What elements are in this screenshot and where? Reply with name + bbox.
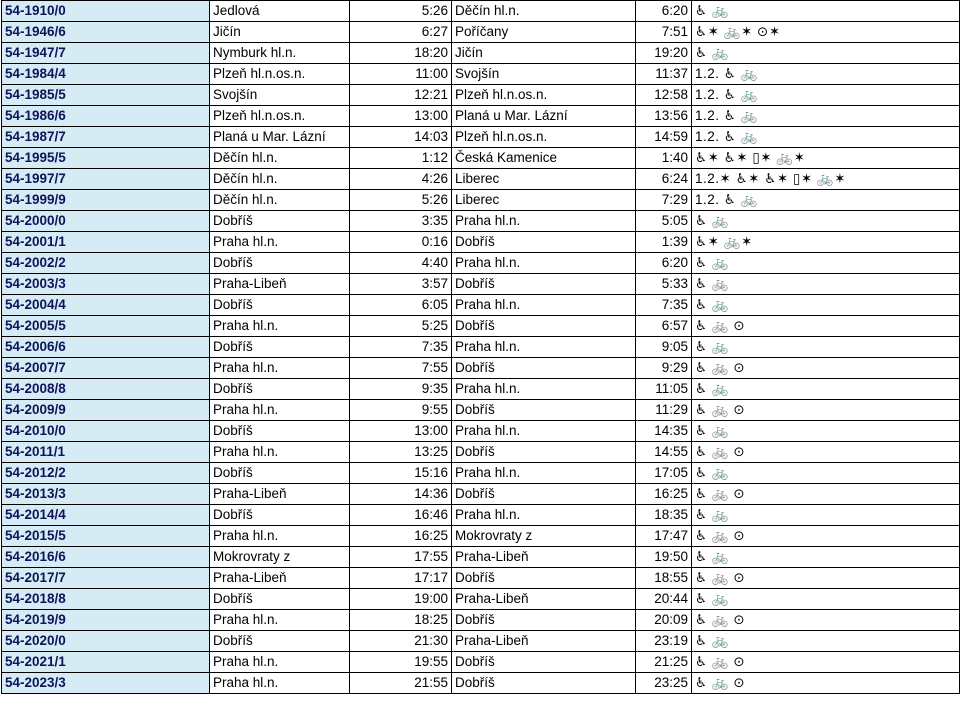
departure-time-cell: 9:55 [350, 400, 452, 421]
destination-station-cell: Liberec [452, 190, 636, 211]
origin-station-cell: Dobříš [210, 211, 350, 232]
train-number-cell: 54-2006/6 [2, 337, 210, 358]
service-notes-cell: ♿ 🚲 [692, 295, 960, 316]
departure-time-cell: 17:17 [350, 568, 452, 589]
destination-station-cell: Dobříš [452, 610, 636, 631]
table-row [2, 631, 960, 652]
table-row [2, 421, 960, 442]
departure-time-cell: 19:55 [350, 652, 452, 673]
table-row [2, 547, 960, 568]
arrival-time-cell: 17:05 [636, 463, 692, 484]
service-notes-cell: ♿ 🚲 ⊙ [692, 316, 960, 337]
service-notes-cell: ♿ 🚲 [692, 211, 960, 232]
arrival-time-cell: 6:24 [636, 169, 692, 190]
departure-time-cell: 15:16 [350, 463, 452, 484]
departure-time-cell: 0:16 [350, 232, 452, 253]
train-number-cell: 54-2023/3 [2, 673, 210, 694]
departure-time-cell: 4:26 [350, 169, 452, 190]
train-number-cell: 54-2017/7 [2, 568, 210, 589]
departure-time-cell: 21:30 [350, 631, 452, 652]
arrival-time-cell: 1:39 [636, 232, 692, 253]
service-notes-cell: ♿ 🚲 ⊙ [692, 400, 960, 421]
destination-station-cell: Svojšín [452, 64, 636, 85]
table-row [2, 337, 960, 358]
departure-time-cell: 13:25 [350, 442, 452, 463]
service-notes-cell: ♿ 🚲 [692, 43, 960, 64]
departure-time-cell: 1:12 [350, 148, 452, 169]
train-number-cell: 54-1946/6 [2, 22, 210, 43]
destination-station-cell: Jičín [452, 43, 636, 64]
destination-station-cell: Praha hl.n. [452, 421, 636, 442]
train-number-cell: 54-2003/3 [2, 274, 210, 295]
train-number-cell: 54-2019/9 [2, 610, 210, 631]
departure-time-cell: 7:55 [350, 358, 452, 379]
service-notes-cell: ♿ 🚲 ⊙ [692, 526, 960, 547]
departure-time-cell: 12:21 [350, 85, 452, 106]
table-row [2, 442, 960, 463]
train-number-cell: 54-1995/5 [2, 148, 210, 169]
service-notes-cell: ♿ 🚲 [692, 547, 960, 568]
departure-time-cell: 9:35 [350, 379, 452, 400]
arrival-time-cell: 5:33 [636, 274, 692, 295]
departure-time-cell: 5:25 [350, 316, 452, 337]
departure-time-cell: 14:36 [350, 484, 452, 505]
service-notes-cell: ♿ 🚲 ⊙ [692, 673, 960, 694]
arrival-time-cell: 7:51 [636, 22, 692, 43]
table-row [2, 358, 960, 379]
table-row [2, 484, 960, 505]
destination-station-cell: Plzeň hl.n.os.n. [452, 85, 636, 106]
table-row [2, 190, 960, 211]
departure-time-cell: 21:55 [350, 673, 452, 694]
timetable-body [2, 1, 960, 694]
service-notes-cell: 1.2. ♿ 🚲 [692, 106, 960, 127]
service-notes-cell: ♿✶ 🚲✶ [692, 232, 960, 253]
destination-station-cell: Praha hl.n. [452, 211, 636, 232]
origin-station-cell: Děčín hl.n. [210, 148, 350, 169]
service-notes-cell: ♿ 🚲 [692, 631, 960, 652]
train-number-cell: 54-2016/6 [2, 547, 210, 568]
destination-station-cell: Praha-Libeň [452, 547, 636, 568]
arrival-time-cell: 21:25 [636, 652, 692, 673]
timetable [1, 0, 960, 694]
destination-station-cell: Praha-Libeň [452, 631, 636, 652]
origin-station-cell: Praha-Libeň [210, 484, 350, 505]
destination-station-cell: Děčín hl.n. [452, 1, 636, 22]
origin-station-cell: Mokrovraty z [210, 547, 350, 568]
table-row [2, 589, 960, 610]
departure-time-cell: 18:20 [350, 43, 452, 64]
origin-station-cell: Praha hl.n. [210, 673, 350, 694]
departure-time-cell: 13:00 [350, 106, 452, 127]
train-number-cell: 54-2020/0 [2, 631, 210, 652]
train-number-cell: 54-1999/9 [2, 190, 210, 211]
destination-station-cell: Dobříš [452, 316, 636, 337]
origin-station-cell: Dobříš [210, 505, 350, 526]
origin-station-cell: Plzeň hl.n.os.n. [210, 106, 350, 127]
train-number-cell: 54-2013/3 [2, 484, 210, 505]
destination-station-cell: Planá u Mar. Lázní [452, 106, 636, 127]
table-row [2, 652, 960, 673]
origin-station-cell: Praha hl.n. [210, 400, 350, 421]
departure-time-cell: 19:00 [350, 589, 452, 610]
table-row [2, 526, 960, 547]
arrival-time-cell: 23:19 [636, 631, 692, 652]
origin-station-cell: Praha hl.n. [210, 316, 350, 337]
arrival-time-cell: 7:35 [636, 295, 692, 316]
service-notes-cell: ♿ 🚲 [692, 337, 960, 358]
service-notes-cell: 1.2. ♿ 🚲 [692, 85, 960, 106]
table-row [2, 148, 960, 169]
table-row [2, 232, 960, 253]
departure-time-cell: 4:40 [350, 253, 452, 274]
arrival-time-cell: 6:20 [636, 1, 692, 22]
service-notes-cell: ♿ 🚲 ⊙ [692, 484, 960, 505]
service-notes-cell: ♿ 🚲 ⊙ [692, 610, 960, 631]
destination-station-cell: Praha hl.n. [452, 295, 636, 316]
departure-time-cell: 6:05 [350, 295, 452, 316]
table-row [2, 169, 960, 190]
table-row [2, 127, 960, 148]
table-row [2, 568, 960, 589]
arrival-time-cell: 6:57 [636, 316, 692, 337]
arrival-time-cell: 6:20 [636, 253, 692, 274]
destination-station-cell: Praha-Libeň [452, 589, 636, 610]
origin-station-cell: Praha hl.n. [210, 442, 350, 463]
table-row [2, 85, 960, 106]
origin-station-cell: Dobříš [210, 295, 350, 316]
origin-station-cell: Děčín hl.n. [210, 169, 350, 190]
destination-station-cell: Praha hl.n. [452, 463, 636, 484]
destination-station-cell: Plzeň hl.n.os.n. [452, 127, 636, 148]
train-number-cell: 54-2021/1 [2, 652, 210, 673]
origin-station-cell: Dobříš [210, 463, 350, 484]
arrival-time-cell: 9:29 [636, 358, 692, 379]
train-number-cell: 54-2018/8 [2, 589, 210, 610]
table-row [2, 1, 960, 22]
table-row [2, 400, 960, 421]
train-number-cell: 54-2015/5 [2, 526, 210, 547]
origin-station-cell: Praha hl.n. [210, 652, 350, 673]
destination-station-cell: Mokrovraty z [452, 526, 636, 547]
train-number-cell: 54-1910/0 [2, 1, 210, 22]
destination-station-cell: Praha hl.n. [452, 379, 636, 400]
destination-station-cell: Česká Kamenice [452, 148, 636, 169]
origin-station-cell: Děčín hl.n. [210, 190, 350, 211]
destination-station-cell: Dobříš [452, 358, 636, 379]
service-notes-cell: ♿ 🚲 [692, 463, 960, 484]
table-row [2, 64, 960, 85]
arrival-time-cell: 11:37 [636, 64, 692, 85]
train-number-cell: 54-2000/0 [2, 211, 210, 232]
service-notes-cell: 1.2. ♿ 🚲 [692, 64, 960, 85]
departure-time-cell: 17:55 [350, 547, 452, 568]
destination-station-cell: Dobříš [452, 274, 636, 295]
train-number-cell: 54-2009/9 [2, 400, 210, 421]
origin-station-cell: Dobříš [210, 421, 350, 442]
destination-station-cell: Dobříš [452, 442, 636, 463]
origin-station-cell: Jičín [210, 22, 350, 43]
table-row [2, 505, 960, 526]
departure-time-cell: 5:26 [350, 1, 452, 22]
origin-station-cell: Jedlová [210, 1, 350, 22]
departure-time-cell: 11:00 [350, 64, 452, 85]
train-number-cell: 54-2008/8 [2, 379, 210, 400]
arrival-time-cell: 14:59 [636, 127, 692, 148]
service-notes-cell: 1.2. ♿ 🚲 [692, 127, 960, 148]
destination-station-cell: Praha hl.n. [452, 505, 636, 526]
train-number-cell: 54-1987/7 [2, 127, 210, 148]
table-row [2, 22, 960, 43]
origin-station-cell: Plzeň hl.n.os.n. [210, 64, 350, 85]
service-notes-cell: ♿✶ ♿✶ ▯✶ 🚲✶ [692, 148, 960, 169]
table-row [2, 379, 960, 400]
train-number-cell: 54-1985/5 [2, 85, 210, 106]
service-notes-cell: 1.2.✶ ♿✶ ♿✶ ▯✶ 🚲✶ [692, 169, 960, 190]
departure-time-cell: 16:46 [350, 505, 452, 526]
train-number-cell: 54-2012/2 [2, 463, 210, 484]
service-notes-cell: 1.2. ♿ 🚲 [692, 190, 960, 211]
destination-station-cell: Dobříš [452, 652, 636, 673]
arrival-time-cell: 12:58 [636, 85, 692, 106]
arrival-time-cell: 17:47 [636, 526, 692, 547]
table-row [2, 316, 960, 337]
table-row [2, 253, 960, 274]
departure-time-cell: 16:25 [350, 526, 452, 547]
service-notes-cell: ♿ 🚲 [692, 379, 960, 400]
table-row [2, 43, 960, 64]
arrival-time-cell: 18:35 [636, 505, 692, 526]
destination-station-cell: Dobříš [452, 673, 636, 694]
origin-station-cell: Praha-Libeň [210, 568, 350, 589]
arrival-time-cell: 11:05 [636, 379, 692, 400]
service-notes-cell: ♿ 🚲 [692, 253, 960, 274]
table-row [2, 295, 960, 316]
departure-time-cell: 5:26 [350, 190, 452, 211]
arrival-time-cell: 7:29 [636, 190, 692, 211]
destination-station-cell: Dobříš [452, 400, 636, 421]
arrival-time-cell: 11:29 [636, 400, 692, 421]
arrival-time-cell: 18:55 [636, 568, 692, 589]
arrival-time-cell: 14:35 [636, 421, 692, 442]
train-number-cell: 54-1986/6 [2, 106, 210, 127]
service-notes-cell: ♿ 🚲 [692, 274, 960, 295]
origin-station-cell: Dobříš [210, 589, 350, 610]
train-number-cell: 54-2007/7 [2, 358, 210, 379]
arrival-time-cell: 16:25 [636, 484, 692, 505]
train-number-cell: 54-1984/4 [2, 64, 210, 85]
destination-station-cell: Poříčany [452, 22, 636, 43]
origin-station-cell: Svojšín [210, 85, 350, 106]
service-notes-cell: ♿ 🚲 ⊙ [692, 568, 960, 589]
arrival-time-cell: 20:09 [636, 610, 692, 631]
origin-station-cell: Praha hl.n. [210, 358, 350, 379]
train-number-cell: 54-2004/4 [2, 295, 210, 316]
departure-time-cell: 13:00 [350, 421, 452, 442]
departure-time-cell: 3:35 [350, 211, 452, 232]
arrival-time-cell: 9:05 [636, 337, 692, 358]
train-number-cell: 54-2005/5 [2, 316, 210, 337]
arrival-time-cell: 13:56 [636, 106, 692, 127]
table-row [2, 106, 960, 127]
arrival-time-cell: 14:55 [636, 442, 692, 463]
table-row [2, 610, 960, 631]
service-notes-cell: ♿ 🚲 [692, 421, 960, 442]
origin-station-cell: Dobříš [210, 337, 350, 358]
train-number-cell: 54-2010/0 [2, 421, 210, 442]
train-number-cell: 54-2011/1 [2, 442, 210, 463]
origin-station-cell: Dobříš [210, 631, 350, 652]
arrival-time-cell: 19:50 [636, 547, 692, 568]
arrival-time-cell: 20:44 [636, 589, 692, 610]
service-notes-cell: ♿✶ 🚲✶ ⊙✶ [692, 22, 960, 43]
destination-station-cell: Praha hl.n. [452, 253, 636, 274]
table-row [2, 211, 960, 232]
service-notes-cell: ♿ 🚲 [692, 505, 960, 526]
origin-station-cell: Praha hl.n. [210, 526, 350, 547]
service-notes-cell: ♿ 🚲 [692, 1, 960, 22]
train-number-cell: 54-2001/1 [2, 232, 210, 253]
arrival-time-cell: 1:40 [636, 148, 692, 169]
destination-station-cell: Praha hl.n. [452, 337, 636, 358]
origin-station-cell: Praha-Libeň [210, 274, 350, 295]
departure-time-cell: 14:03 [350, 127, 452, 148]
service-notes-cell: ♿ 🚲 [692, 589, 960, 610]
departure-time-cell: 3:57 [350, 274, 452, 295]
service-notes-cell: ♿ 🚲 ⊙ [692, 442, 960, 463]
arrival-time-cell: 23:25 [636, 673, 692, 694]
departure-time-cell: 18:25 [350, 610, 452, 631]
origin-station-cell: Dobříš [210, 379, 350, 400]
destination-station-cell: Dobříš [452, 568, 636, 589]
table-row [2, 463, 960, 484]
service-notes-cell: ♿ 🚲 ⊙ [692, 358, 960, 379]
origin-station-cell: Planá u Mar. Lázní [210, 127, 350, 148]
destination-station-cell: Dobříš [452, 484, 636, 505]
arrival-time-cell: 19:20 [636, 43, 692, 64]
origin-station-cell: Praha hl.n. [210, 610, 350, 631]
table-row [2, 673, 960, 694]
service-notes-cell: ♿ 🚲 ⊙ [692, 652, 960, 673]
origin-station-cell: Dobříš [210, 253, 350, 274]
destination-station-cell: Dobříš [452, 232, 636, 253]
origin-station-cell: Praha hl.n. [210, 232, 350, 253]
train-number-cell: 54-1947/7 [2, 43, 210, 64]
origin-station-cell: Nymburk hl.n. [210, 43, 350, 64]
train-number-cell: 54-1997/7 [2, 169, 210, 190]
departure-time-cell: 6:27 [350, 22, 452, 43]
destination-station-cell: Liberec [452, 169, 636, 190]
table-row [2, 274, 960, 295]
arrival-time-cell: 5:05 [636, 211, 692, 232]
departure-time-cell: 7:35 [350, 337, 452, 358]
train-number-cell: 54-2014/4 [2, 505, 210, 526]
train-number-cell: 54-2002/2 [2, 253, 210, 274]
